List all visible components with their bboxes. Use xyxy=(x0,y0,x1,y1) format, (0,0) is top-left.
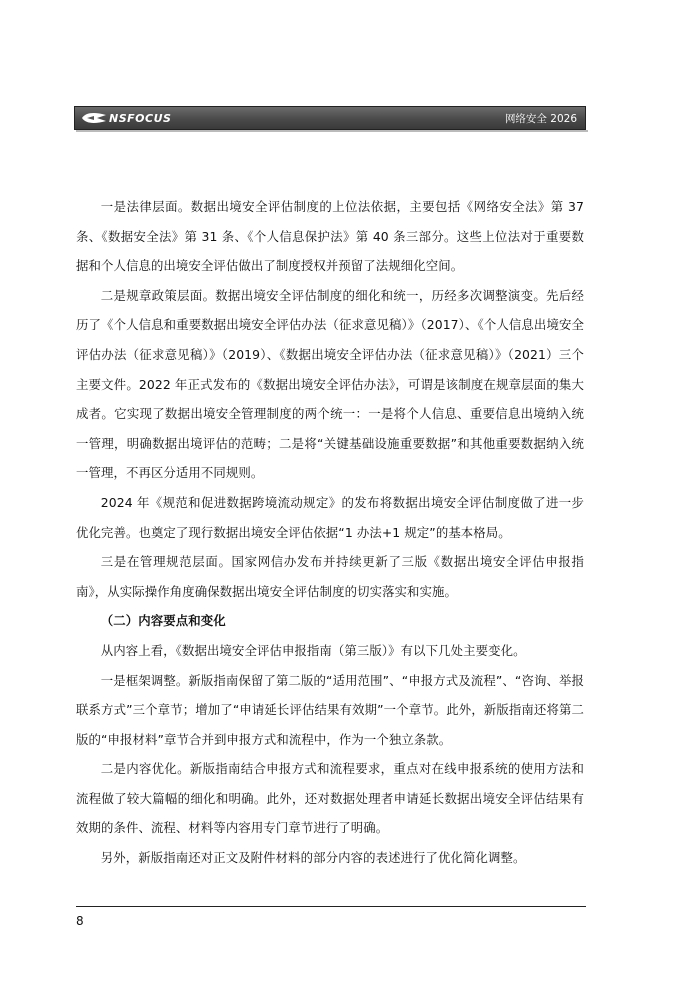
nsfocus-mark-icon xyxy=(81,111,107,125)
nsfocus-logo xyxy=(81,111,171,125)
paragraph-management: 三是在管理规范层面。国家网信办发布并持续更新了三版《数据出境安全评估申报指南》，从实际操作角度确保数据出境安全评估制度的切实落实和实施。 xyxy=(76,554,584,599)
paragraph-legal: 一是法律层面。数据出境安全评估制度的上位法依据，主要包括《网络安全法》第 37 条、《数据安全法》第 31 条、《个人信息保护法》第 40 条三部分。这些上位法对于重要数据和个人信息的出境安全评估做出了制度授权并预留了法规细化空间。 xyxy=(76,199,584,274)
paragraph-other: 另外，新版指南还对正文及附件材料的部分内容的表述进行了优化简化调整。 xyxy=(100,850,526,866)
page-header xyxy=(74,106,586,130)
paragraph-optimization: 二是内容优化。新版指南结合申报方式和流程要求，重点对在线申报系统的使用方法和流程做了较大篇幅的细化和明确。此外，还对数据处理者申请延长数据出境安全评估结果有效期的条件、流程、材料等内容用专门章节进行了明确。 xyxy=(76,761,584,836)
footer-divider xyxy=(76,906,586,907)
paragraph-regulation: 二是规章政策层面。数据出境安全评估制度的细化和统一，历经多次调整演变。先后经历了《个人信息和重要数据出境安全评估办法（征求意见稿）》（2017）、《个人信息出境安全评估办法（征求意见稿）》（2019）、《数据出境安全评估办法（征求意见稿）》（2021）三个主要文件。2022 年正式发布的《数据出境安全评估办法》，可谓是该制度在规章层面的集大成者。它实现了数据出境安全管理制度的两个统一：一是将个人信息、重要信息出境纳入统一管理，明确数据出境评估的范畴；二是将“关键基础设施重要数据”和其他重要数据纳入统一管理，不再区分适用不同规则。 xyxy=(76,287,584,481)
logo-text: NSFOCUS xyxy=(109,111,172,125)
paragraph-framework: 一是框架调整。新版指南保留了第二版的“适用范围”、“申报方式及流程”、“咨询、举报联系方式”三个章节；增加了“申请延长评估结果有效期”一个章节。此外，新版指南还将第二版的“申报材料”章节合并到申报方式和流程中，作为一个独立条款。 xyxy=(76,672,584,747)
paragraph-2024: 2024 年《规范和促进数据跨境流动规定》的发布将数据出境安全评估制度做了进一步优化完善。也奠定了现行数据出境安全评估依据“1 办法+1 规定”的基本格局。 xyxy=(76,494,584,540)
header-title: 网络安全 2026 xyxy=(504,112,577,125)
paragraph-overview: 从内容上看，《数据出境安全评估申报指南（第三版）》有以下几处主要变化。 xyxy=(100,642,526,658)
section-heading: （二）内容要点和变化 xyxy=(100,613,226,629)
header-shadow xyxy=(76,130,588,132)
page-number: 8 xyxy=(76,914,84,928)
body-text xyxy=(76,192,584,873)
